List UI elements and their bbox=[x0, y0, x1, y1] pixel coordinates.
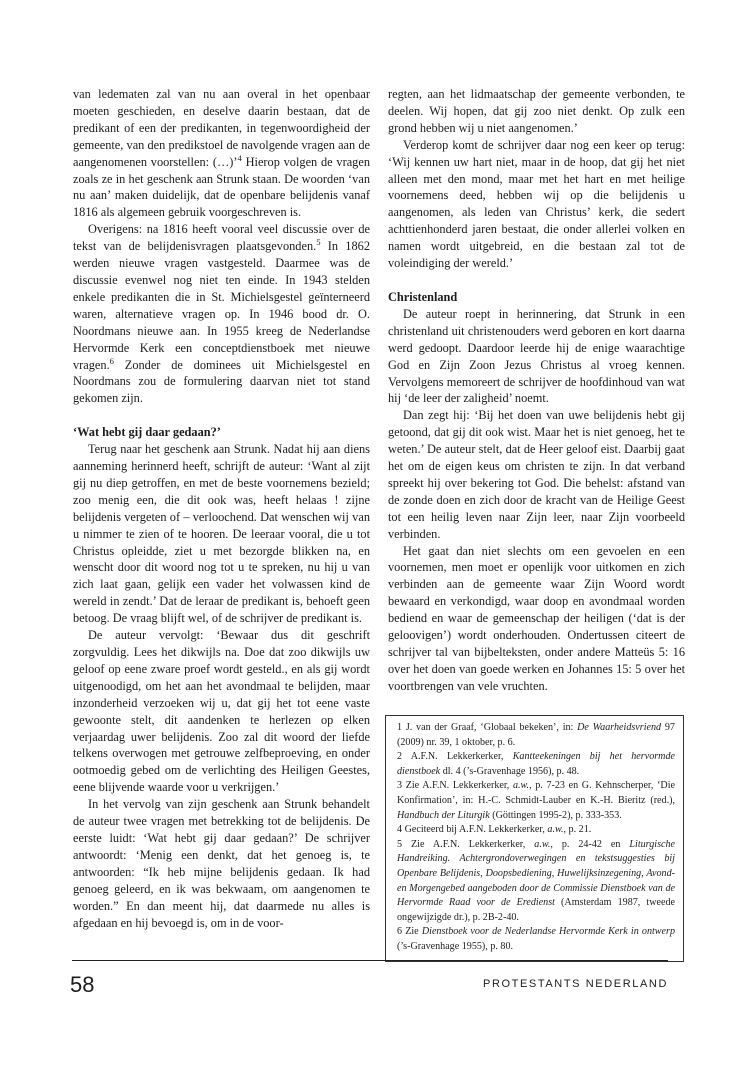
footnote-1: 1 J. van der Graaf, ‘Globaal bekeken’, in: De Waarheidsvriend 97 (2009) nr. 39, 1 oktober, p. 6. bbox=[397, 722, 675, 748]
paragraph: De auteur vervolgt: ‘Bewaar dus dit geschrift zorgvuldig. Lees het dikwijls na. Doe dat zoo dikwijls uw geloof op eene zware proef wordt gesteld., en als gij wordt uitgenoodigd, om het aan het avondmaal te belijden, maar inzonderheid verzoeken wij u, dat gij het tot eene vaste gewoonte stelt, dit aandenken te herlezen op elken verjaardag uwer belijdenis. Zoo zal dit woord der liefde telkens overwogen met getrouwe zelfbeproeving, en onder ootmoedig gebed om de verlichting des Heiligen Geestes, eene blijvende waarde voor u verkrijgen.’ bbox=[73, 628, 370, 795]
section-heading: Christenland bbox=[388, 289, 458, 304]
paragraph: Dan zegt hij: ‘Bij het doen van uwe belijdenis hebt gij getoond, dat gij dit ook wist. Maar het is niet genoeg, het te weten.’ De auteur stelt, dat de Heer geloof eist. Daarbij gaat het om de eigen keus om christen te zijn. In dat verband spreekt hij over bekering tot God. Die behelst: afstand van de zonde doen en zich door de kracht van de Heilige Geest tot een heilig leven naar Zijn leer, naar Zijn voorbeeld verbinden. bbox=[388, 408, 685, 541]
footnote-2: 2 A.F.N. Lekkerkerker, Kantteekeningen bij het hervormde dienstboek dl. 4 (’s-Gravenhage 1956), p. 48. bbox=[397, 751, 675, 777]
footnote-ref-5[interactable]: 5 bbox=[316, 237, 321, 248]
footnotes-box bbox=[385, 715, 684, 962]
footnote-3: 3 Zie A.F.N. Lekkerkerker, a.w., p. 7-23 en G. Kehnscherper, ‘Die Konfirmation’, in: H.-C. Schmidt-Lauber en K.-H. Bieritz (red.), Handbuch der Liturgik (Göttingen 1995-2), p. 333-353. bbox=[397, 780, 676, 821]
footnote-4: 4 Geciteerd bij A.F.N. Lekkerkerker, a.w., p. 21. bbox=[397, 824, 592, 836]
footnote-5: 5 Zie A.F.N. Lekkerkerker, a.w., p. 24-42 en Liturgische Handreiking. Achtergrondoverwegingen en tekstsuggesties bij Openbare Belijdenis, Doopsbediening, Huwelijksinzegening, Avond- en Morgengebed aangeboden door de Commissie Dienstboek van de Hervormde Raad voor de Eredienst (Amsterdam 1987, tweede ongewijzigde dr.), p. 2B-2-40. bbox=[397, 838, 676, 923]
footnote-ref-6[interactable]: 6 bbox=[109, 355, 114, 366]
paragraph: De auteur roept in herinnering, dat Strunk in een christenland uit christenouders werd geboren en kort daarna werd gedoopt. Daardoor leerde hij de enige waarachtige God en Zijn Zoon Jezus Christus al vroeg kennen. Vervolgens memoreert de schrijver de hoofdinhoud van wat hij ‘de leer der zaligheid’ noemt. bbox=[388, 306, 685, 406]
left-column bbox=[73, 86, 370, 931]
paragraph: Terug naar het geschenk aan Strunk. Nadat hij aan diens aanneming herinnerd heeft, schrijft de auteur: ‘Want al zijt gij nu diep getroffen, en met de beste voornemens bezield; zoo menig een, die dit ook was, heeft helaas ! zijne belijdenis vergeten of – verloochend. Dat wenschen wij van u nimmer te zien of te hooren. De leeraar vooral, die u tot Christus opleidde, ziet u met bezorgde blikken na, en wenscht door dit woord nog tot u te spreken, nu hij u van zich laat gaan, gelijk een vader het volwassen kind de wereld in zendt.’ Dat de leraar de predikant is, behoeft geen betoog. De vraag blijft wel, of de schrijver de predikant is. bbox=[73, 442, 370, 626]
paragraph-continued: regten, aan het lidmaatschap der gemeente verbonden, te deelen. Wij hopen, dat gij zoo niet denkt. Op zulk een grond hebben wij u niet aangenomen.’ bbox=[388, 87, 685, 135]
paragraph-discussion: Overigens: na 1816 heeft vooral veel discussie over de tekst van de belijdenisvragen plaatsgevonden.$^5$ In 1862 werden nieuwe vragen vastgesteld. Daarmee was de discussie evenwel nog niet ten einde. In 1943 stelden enkele predikanten die in St. Michielsgestel geïnterneerd waren, alternatieve vragen op. In 1946 bood dr. O. Noordmans nieuwe aan. In 1955 kreeg de Nederlandse Hervormde Kerk een conceptdienstboek met nieuwe vragen.$^6$ Zonder de dominees uit Michielsgestel en Noordmans zou de formulering daarvan niet tot stand gekomen zijn. bbox=[73, 222, 370, 406]
paragraph: In het vervolg van zijn geschenk aan Strunk behandelt de auteur twee vragen met betrekking tot de belijdenis. De eerste luidt: ‘Wat hebt gij daar gedaan?’ De schrijver antwoordt: ‘Menig een denkt, dat het genoeg is, te antwoorden: “Ik heb mijne belijdenis gedaan. Ik had genoeg geleerd, en ik was bekwaam, om aangenomen te worden.” En dan meent hij, dat daarmede nu alles is afgedaan en hij bevoegd is, om in de voor- bbox=[73, 797, 370, 930]
footnote-ref-4[interactable]: 4 bbox=[237, 152, 242, 163]
spacer bbox=[73, 407, 370, 424]
page-number: 58 bbox=[70, 972, 95, 997]
section-heading: ‘Wat hebt gij daar gedaan?’ bbox=[73, 425, 221, 440]
footnote-6: 6 Zie Dienstboek voor de Nederlandse Hervormde Kerk in ontwerp (’s-Gravenhage 1955), p. 80. bbox=[397, 926, 675, 952]
right-column bbox=[388, 86, 685, 695]
paragraph: Het gaat dan niet slechts om een gevoelen en een voornemen, men moet er openlijk voor uitkomen en zich verbinden aan de gemeente waar Zijn Woord wordt bewaard en verkondigd, waar doop en avondmaal worden bediend en waar de gemeenschap der heiligen (‘dat is der geloovigen’) wordt onderhouden. Ondertussen citeert de schrijver tal van bijbelteksten, onder andere Matteüs 5: 16 over het doen van goede werken en Johannes 15: 5 over het voortbrengen van vele vruchten. bbox=[388, 543, 685, 693]
spacer bbox=[388, 272, 685, 289]
paragraph-continued: van ledematen zal van nu aan overal in het openbaar moeten geschieden, en deselve daarin bestaan, dat de predikant of een der predikanten, in tegenwoordigheid der gemeente, van den predikstoel de navolgende vragen aan de aangenomenen voorstellen: (…)’$^4$ Hierop volgen de vragen zoals ze in het geschenk aan Strunk staan. De woorden ‘van nu aan’ maken duidelijk, dat de openbare belijdenis vanaf 1816 als algemeen gebruik voorgeschreven is. bbox=[73, 87, 370, 220]
paragraph: Verderop komt de schrijver daar nog een keer op terug: ‘Wij kennen uw hart niet, maar in de hoop, dat gij het niet alleen met den mond, maar met het hart en met heilige voornemens deed, hebben wij op die belijdenis u aangenomen, als leden van Christus’ kerk, die sedert achttienhonderd jaren bestaat, die onder allerlei volken en namen wordt uitgebreid, en die bestaan zal tot de voleindiging der wereld.’ bbox=[388, 137, 685, 271]
journal-title: PROTESTANTS NEDERLAND bbox=[483, 978, 668, 990]
footer-rule bbox=[72, 960, 668, 961]
